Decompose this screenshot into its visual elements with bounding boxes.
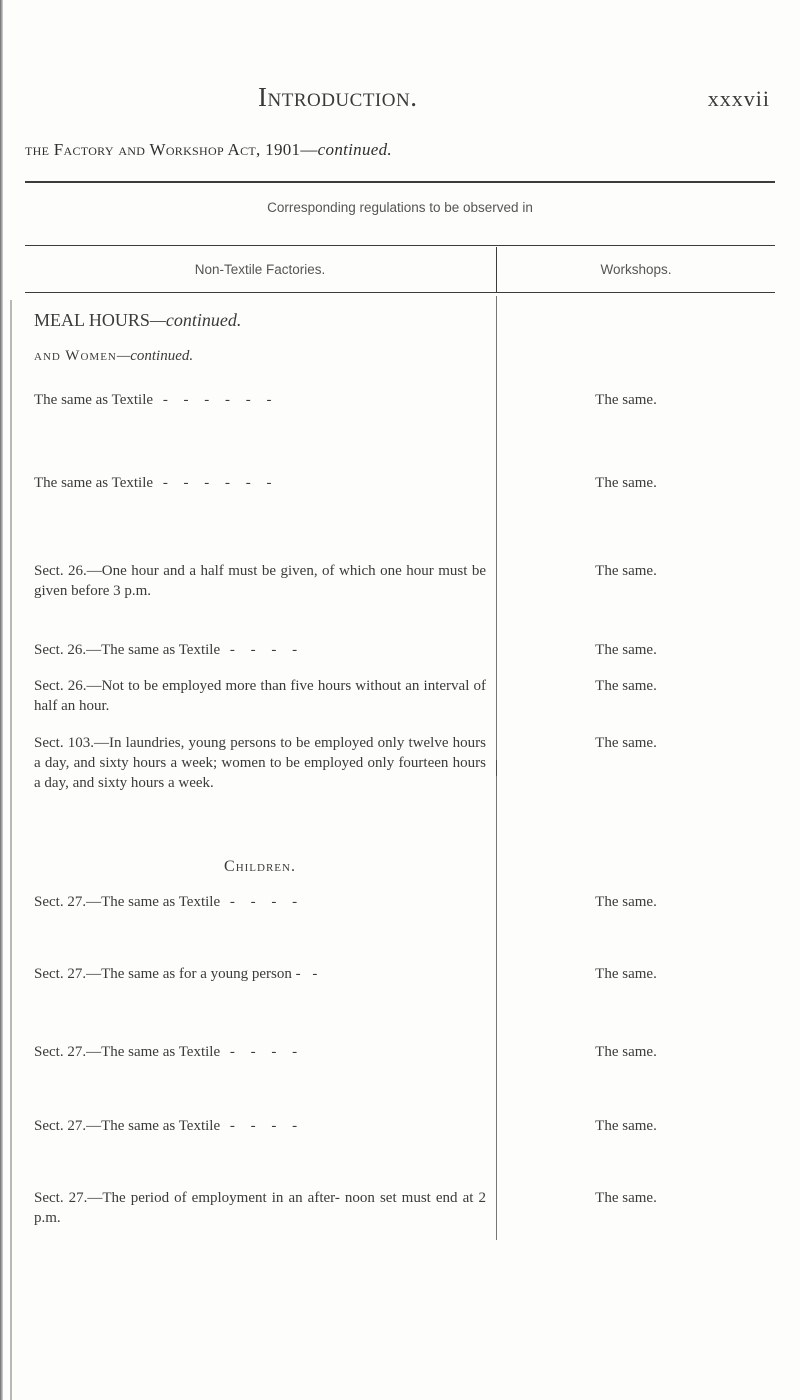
column-divider-body-2	[496, 760, 497, 1240]
table-row-left: Sect. 103.—In laundries, young persons to be employed only twelve hours a day, and sixty hours a week; women to be employed only fourteen hours a day, and sixty hours a week.	[34, 735, 486, 791]
page-spine-shadow	[0, 0, 3, 1400]
table-row-right: The same.	[595, 966, 657, 982]
column-divider-body-1	[496, 296, 497, 776]
table-row-right: The same.	[595, 642, 657, 658]
table-row-right: The same.	[595, 563, 657, 579]
table-row-left	[34, 640, 486, 660]
row-leader-dots: - - - -	[229, 1044, 304, 1060]
table-row-left	[34, 1116, 486, 1136]
table-row-right: The same.	[595, 894, 657, 910]
row-leader-dots: - - - - - -	[162, 475, 278, 491]
table-row-right: The same.	[595, 678, 657, 694]
table-row-left	[34, 390, 486, 410]
table-row-left	[34, 892, 486, 912]
row-text: The same as Textile	[34, 392, 154, 408]
meal-hours-heading-suffix: —continued.	[149, 310, 242, 330]
column-header-non-textile: Non-Textile Factories.	[194, 262, 326, 277]
row-leader-dots: - - - -	[229, 1118, 304, 1134]
row-text: Sect. 27.—The same as for a young person -	[34, 966, 301, 982]
women-subheading-suffix: —continued.	[116, 348, 194, 364]
table-row-left	[34, 473, 486, 493]
table-row-left: Sect. 27.—The period of employment in an after- noon set must end at 2 p.m.	[34, 1190, 486, 1226]
meal-hours-heading-text: MEAL HOURS	[34, 310, 150, 330]
column-header-workshops: Workshops.	[600, 262, 672, 277]
table-row-left	[34, 964, 486, 984]
table-row-right: The same.	[595, 475, 657, 491]
table-row-right: The same.	[595, 735, 657, 751]
row-leader-dots: - - - -	[229, 894, 304, 910]
row-leader-dots: - - - -	[229, 642, 304, 658]
women-subheading	[34, 348, 193, 365]
row-text: The same as Textile	[34, 475, 154, 491]
row-leader-dots: - - - - - -	[162, 392, 278, 408]
header-bottom-rule	[25, 292, 775, 293]
row-text: Sect. 26.—The same as Textile	[34, 642, 221, 658]
page-number: xxxvii	[707, 86, 770, 111]
women-subheading-text: and Women	[34, 348, 117, 364]
table-row-right: The same.	[595, 1044, 657, 1060]
row-text: Sect. 27.—The same as Textile	[34, 1118, 221, 1134]
row-text: Sect. 27.—The same as Textile	[34, 894, 221, 910]
children-heading: Children.	[224, 858, 296, 875]
table-caption: Corresponding regulations to be observed in	[267, 200, 533, 215]
table-row-left: Sect. 26.—Not to be employed more than five hours without an interval of half an hour.	[34, 678, 486, 714]
table-row-right: The same.	[595, 1118, 657, 1134]
table-row-left	[34, 1042, 486, 1062]
act-title-suffix: continued.	[317, 140, 392, 159]
act-title	[25, 140, 392, 160]
table-top-rule	[25, 181, 775, 183]
row-leader-dots: -	[312, 966, 324, 982]
caption-rule	[25, 245, 775, 246]
page-binding-edge	[10, 300, 12, 1400]
row-text: Sect. 27.—The same as Textile	[34, 1044, 221, 1060]
meal-hours-heading	[34, 310, 241, 331]
act-title-prefix: the Factory and Workshop Act, 1901—	[25, 140, 318, 159]
running-head	[0, 82, 800, 118]
running-head-title: Introduction.	[258, 82, 418, 112]
table-row-right: The same.	[595, 1190, 657, 1206]
table-row-right: The same.	[595, 392, 657, 408]
table-row-left: Sect. 26.—One hour and a half must be given, of which one hour must be given before 3 p.m.	[34, 563, 486, 599]
column-divider-header	[496, 247, 497, 292]
